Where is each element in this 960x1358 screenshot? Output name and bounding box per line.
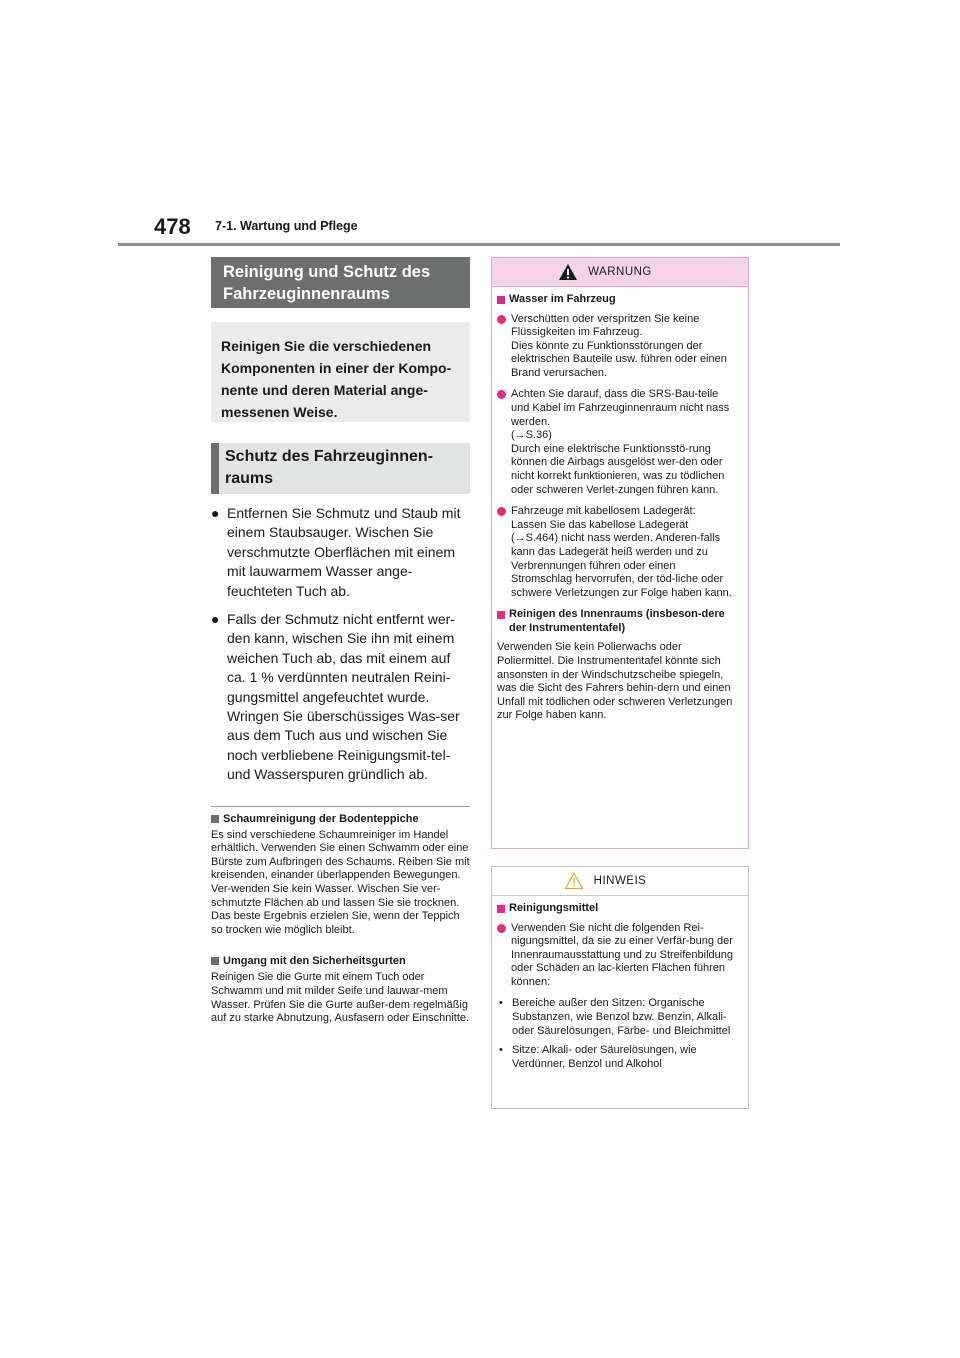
intro-text: Reinigen Sie die verschiedenen Komponenten in einer der Kompo-nente und deren Material ange-messenen Weise. (211, 322, 470, 422)
list-item: Verwenden Sie nicht die folgenden Rei-nigungsmittel, da sie zu einer Verfär-bung der Innenraumausstattung und zu Streifenbildung oder Schäden an lac-kierten Flächen führen können: (497, 922, 738, 990)
list-item: ● Entfernen Sie Schmutz und Staub mit einem Staubsauger. Wischen Sie verschmutzte Oberflächen mit einem mit lauwarmem Wasser ange-feuchteten Tuch ab. (211, 504, 470, 601)
section-title: Reinigung und Schutz des Fahrzeuginnenraums (211, 257, 470, 308)
note-divider (211, 806, 470, 807)
chapter-title: 7-1. Wartung und Pflege (215, 219, 358, 233)
hint-box (491, 866, 749, 1109)
bullet-dot-icon (497, 390, 506, 399)
list-item: Verschütten oder verspritzen Sie keine Flüssigkeiten im Fahrzeug. Dies könnte zu Funktionsstörungen der elektrischen Bauteile usw. führen oder einen Brand verursachen. (497, 313, 738, 381)
bullet-dot-icon: ● (211, 611, 220, 628)
square-marker-icon (497, 611, 505, 619)
note-body: Reinigen Sie die Gurte mit einem Tuch oder Schwamm und mit milder Seife und lauwar-mem Wasser. Prüfen Sie die Gurte außer-dem regelmäßig auf zu starke Abnutzung, Ausfasern oder Einschnitte. (211, 971, 470, 1025)
square-marker-icon (497, 905, 505, 913)
note-title: Schaumreinigung der Bodenteppiche (211, 812, 470, 826)
warning-paragraph: Verwenden Sie kein Polierwachs oder Poliermittel. Die Instrumententafel könnte sich ansonsten in der Windschutzscheibe spiegeln, was die Sicht des Fahrers behin-dern und einen Unfall mit tödlichen oder schweren Verletzungen zur Folge haben kann. (497, 641, 733, 722)
bullet-dot-icon (497, 507, 506, 516)
note-body: Es sind verschiedene Schaumreiniger im Handel erhältlich. Verwenden Sie einen Schwamm oder eine Bürste zum Aufbringen des Schaums. Reiben Sie mit kreisenden, einander überlappenden Bewegungen. Ver-wenden Sie kein Wasser. Wischen Sie ver-schmutzte Flächen ab und lassen Sie sie trocknen. Das beste Ergebnis erzielen Sie, wenn der Teppich so trocken wie möglich bleibt. (211, 828, 470, 936)
square-marker-icon (211, 957, 219, 965)
hint-heading: Reinigungsmittel (497, 902, 738, 916)
list-item: • Bereiche außer den Sitzen: Organische Substanzen, wie Benzol bzw. Benzin, Alkali- oder Säurelösungen, Färbe- und Bleichmittel (499, 997, 731, 1037)
bullet-dot-icon: ● (211, 505, 220, 521)
warning-header: WARNUNG (492, 258, 748, 287)
bullet-dot-icon (497, 924, 506, 933)
warning-box (491, 257, 749, 849)
warning-heading: Reinigen des Innenraums (insbeson-dere der Instrumententafel) (497, 608, 738, 635)
list-item: Achten Sie darauf, dass die SRS-Bau-teile und Kabel im Fahrzeuginnenraum nicht nass werden. (→S.36) Durch eine elektrische Funktionsstö-rung können die Airbags ausgelöst wer-den oder nicht korrekt funktionieren, was zu tödlichen oder schweren Verlet-zungen führen kann. (497, 388, 738, 497)
subsection-title: Schutz des Fahrzeuginnen-raums (211, 443, 470, 494)
bullet-dot-icon (497, 315, 506, 324)
square-marker-icon (497, 296, 505, 304)
warning-heading: Wasser im Fahrzeug (497, 293, 738, 307)
page-number: 478 (154, 214, 191, 239)
header-rule (118, 243, 840, 246)
square-marker-icon (211, 815, 219, 823)
list-item: • Sitze: Alkali- oder Säurelösungen, wie Verdünner, Benzol und Alkohol (499, 1044, 697, 1070)
list-item: ● Falls der Schmutz nicht entfernt wer-den kann, wischen Sie ihn mit einem weichen Tuch ab, das mit einem auf ca. 1 % verdünnten neutralen Reini-gungsmittel angefeuchtet wurde. Wringen Sie überschüssiges Was-ser aus dem Tuch aus und wischen Sie noch verbliebene Reinigungsmit-tel- und Wasserspuren gründlich ab. (211, 610, 470, 785)
bullet-list (211, 504, 470, 785)
warning-triangle-icon (558, 263, 578, 281)
list-item: Fahrzeuge mit kabellosem Ladegerät: Lassen Sie das kabellose Ladegerät (→S.464) nicht nass werden. Anderen-falls kann das Ladegerät heiß werden und zu Verbrennungen führen oder einen Stromschlag hervorrufen, der töd-liche oder schwere Verletzungen zur Folge haben kann. (497, 505, 738, 600)
hint-header: HINWEIS (492, 867, 748, 896)
note-title: Umgang mit den Sicherheitsgurten (211, 954, 470, 968)
left-column (211, 257, 470, 1026)
caution-outline-icon (564, 872, 584, 890)
